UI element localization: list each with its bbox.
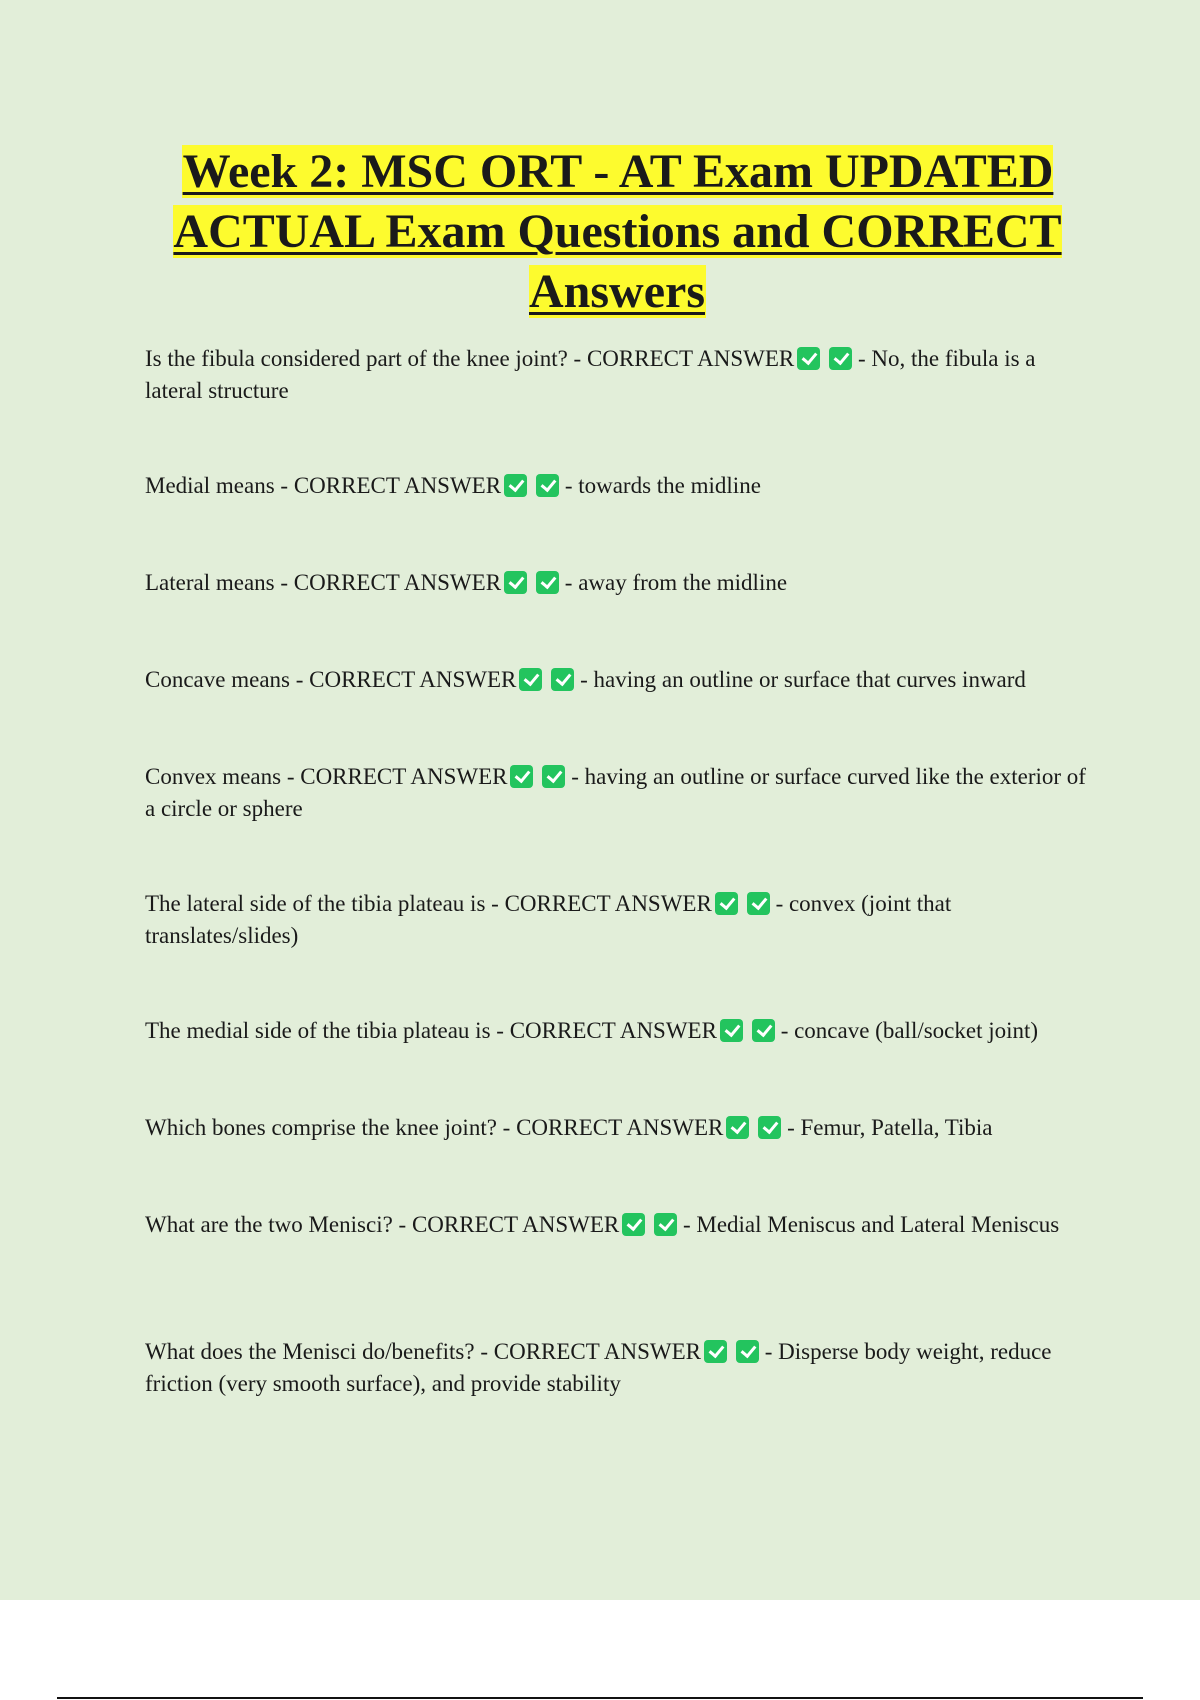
green-checkmark-icon	[504, 571, 527, 594]
question-text: Concave means	[145, 667, 290, 692]
green-checkmark-icon	[536, 474, 559, 497]
green-checkmark-icon	[622, 1213, 645, 1236]
document-title	[150, 142, 1085, 322]
qa-item	[145, 470, 1095, 502]
answer-marker: - CORRECT ANSWER	[496, 1018, 717, 1043]
qa-item	[145, 888, 1095, 952]
answer-text: - No, the fibula is a lateral structure	[145, 346, 1036, 403]
green-checkmark-icon	[654, 1213, 677, 1236]
qa-item	[145, 567, 1095, 599]
question-text: The medial side of the tibia plateau is	[145, 1018, 491, 1043]
answer-marker: - CORRECT ANSWER	[480, 1339, 701, 1364]
answer-text: - towards the midline	[564, 473, 761, 498]
answer-marker: - CORRECT ANSWER	[280, 570, 502, 595]
answer-marker: - CORRECT ANSWER	[398, 1212, 620, 1237]
green-checkmark-icon	[736, 1340, 759, 1363]
answer-marker: - CORRECT ANSWER	[502, 1115, 724, 1140]
qa-item	[145, 761, 1095, 825]
green-checkmark-icon	[715, 892, 738, 915]
green-checkmark-icon	[704, 1340, 727, 1363]
answer-text: - away from the midline	[564, 570, 788, 595]
green-checkmark-icon	[720, 1019, 743, 1042]
answer-marker: - CORRECT ANSWER	[295, 667, 517, 692]
answer-text: - Femur, Patella, Tibia	[787, 1115, 993, 1140]
answer-text: - convex (joint that translates/slides)	[145, 891, 952, 948]
answer-text: - Medial Meniscus and Lateral Meniscus	[682, 1212, 1060, 1237]
answer-text: - having an outline or surface curved like the exterior of a circle or sphere	[145, 764, 1086, 821]
green-checkmark-icon	[797, 347, 820, 370]
green-checkmark-icon	[542, 765, 565, 788]
question-text: Is the fibula considered part of the knee joint?	[145, 346, 568, 371]
qa-item	[145, 1209, 1095, 1241]
green-checkmark-icon	[510, 765, 533, 788]
question-text: The lateral side of the tibia plateau is	[145, 891, 486, 916]
question-text: What does the Menisci do/benefits?	[145, 1339, 475, 1364]
answer-text: - Disperse body weight, reduce friction (very smooth surface), and provide stability	[145, 1339, 1052, 1396]
green-checkmark-icon	[726, 1116, 749, 1139]
question-text: Which bones comprise the knee joint?	[145, 1115, 497, 1140]
footer-divider	[57, 1697, 1143, 1699]
green-checkmark-icon	[504, 474, 527, 497]
answer-marker: - CORRECT ANSWER	[573, 346, 795, 371]
green-checkmark-icon	[747, 892, 770, 915]
qa-item	[145, 664, 1095, 696]
answer-marker: - CORRECT ANSWER	[280, 473, 502, 498]
answer-text: - having an outline or surface that curves inward	[580, 667, 1026, 692]
qa-item	[145, 1015, 1095, 1047]
answer-marker: - CORRECT ANSWER	[286, 764, 508, 789]
question-text: Convex means	[145, 764, 282, 789]
answer-marker: - CORRECT ANSWER	[491, 891, 712, 916]
green-checkmark-icon	[519, 668, 542, 691]
answer-text: - concave (ball/socket joint)	[780, 1018, 1039, 1043]
green-checkmark-icon	[829, 347, 852, 370]
document-title-text: Week 2: MSC ORT - AT Exam UPDATED ACTUAL Exam Questions and CORRECT Answers	[173, 145, 1062, 318]
question-text: What are the two Menisci?	[145, 1212, 393, 1237]
green-checkmark-icon	[752, 1019, 775, 1042]
green-checkmark-icon	[536, 571, 559, 594]
question-text: Lateral means	[145, 570, 275, 595]
green-checkmark-icon	[551, 668, 574, 691]
qa-item	[145, 1112, 1095, 1144]
question-text: Medial means	[145, 473, 275, 498]
green-checkmark-icon	[758, 1116, 781, 1139]
qa-item	[145, 1336, 1095, 1400]
qa-item	[145, 343, 1095, 407]
